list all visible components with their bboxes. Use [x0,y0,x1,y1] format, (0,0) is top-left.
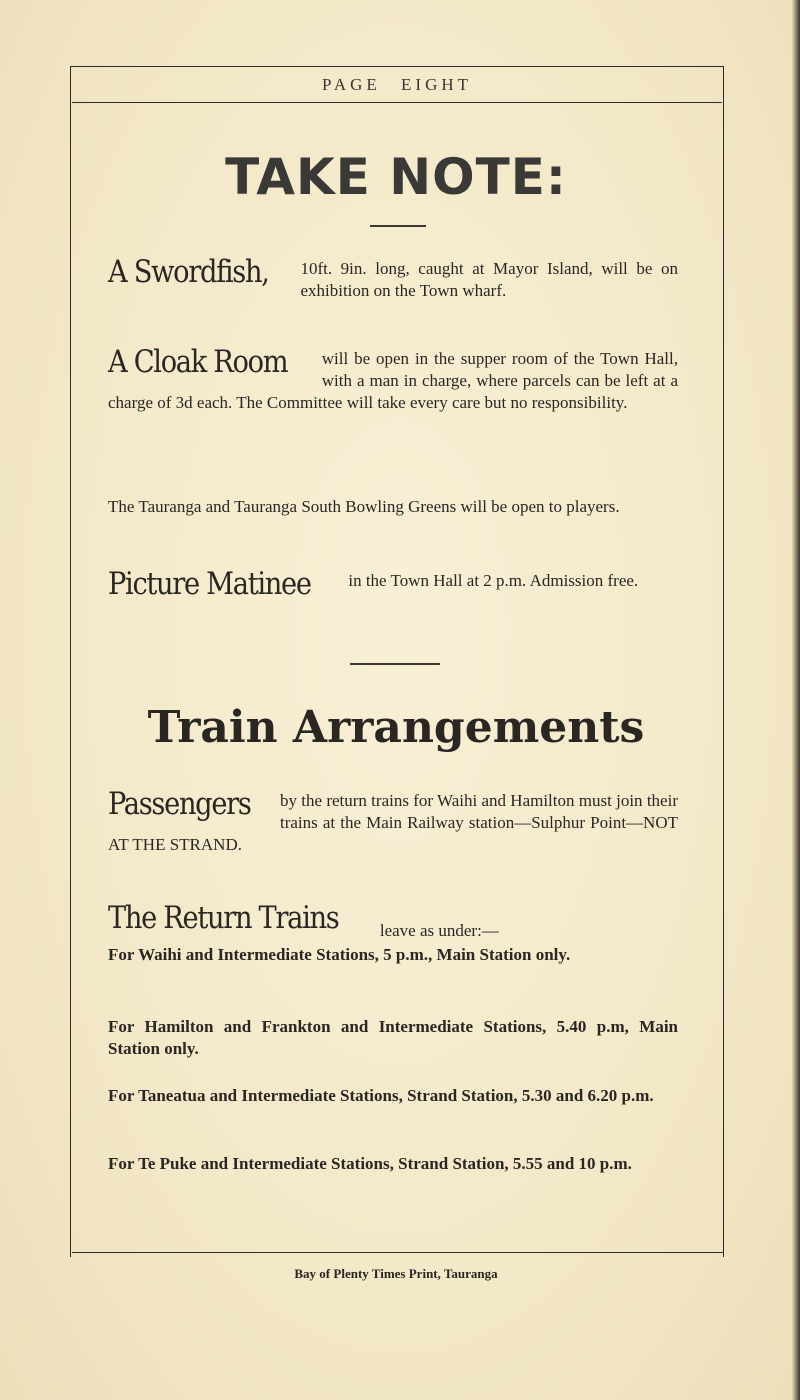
schedule-item: For Hamilton and Frankton and Intermediate Stations, 5.40 p.m, Main Station only. [108,1017,678,1058]
schedule-item: For Taneatua and Intermediate Stations, Strand Station, 5.30 and 6.20 p.m. [108,1086,654,1105]
notice-swordfish [108,254,678,302]
bottom-rule [72,1252,724,1253]
notice-cloak-room [108,344,678,414]
notice-text: The Tauranga and Tauranga South Bowling Greens will be open to players. [108,497,620,516]
notice-bowling-greens [108,496,678,518]
notice-text: 10ft. 9in. long, caught at Mayor Island, will be on exhibition on the Town wharf. [300,259,678,300]
notice-lead: Passengers [108,786,251,822]
notice-lead: A Cloak Room [108,344,288,380]
notice-lead: The Return Trains [108,900,339,936]
schedule-item: For Te Puke and Intermediate Stations, Strand Station, 5.55 and 10 p.m. [108,1154,632,1173]
divider [370,225,426,227]
passengers-notice [108,786,678,856]
notice-text: will be open in the supper room of the Town Hall, with a man in charge, where parcels can be left at a charge of 3d each. The Committee will take every care but no responsibility. [108,349,678,412]
return-trains-section [108,900,678,942]
page-header: PAGE EIGHT [72,66,722,103]
notice-picture-matinee [108,566,678,604]
notice-lead: Picture Matinee [108,566,311,602]
take-note-title: TAKE NOTE: [225,148,567,206]
page-edge [792,0,800,1400]
divider [350,663,440,665]
page-frame [70,66,724,1257]
return-trains-intro: leave as under:— [379,921,499,940]
train-arrangements-title: Train Arrangements [147,702,645,753]
printer-credit: Bay of Plenty Times Print, Tauranga [294,1266,498,1281]
notice-text: in the Town Hall at 2 p.m. Admission free. [348,571,639,590]
notice-text: by the return trains for Waihi and Hamilton must join their trains at the Main Railway station—Sulphur Point—NOT AT THE STRAND. [108,791,678,854]
notice-lead: A Swordfish, [108,254,269,290]
schedule-item: For Waihi and Intermediate Stations, 5 p.m., Main Station only. [108,945,571,964]
